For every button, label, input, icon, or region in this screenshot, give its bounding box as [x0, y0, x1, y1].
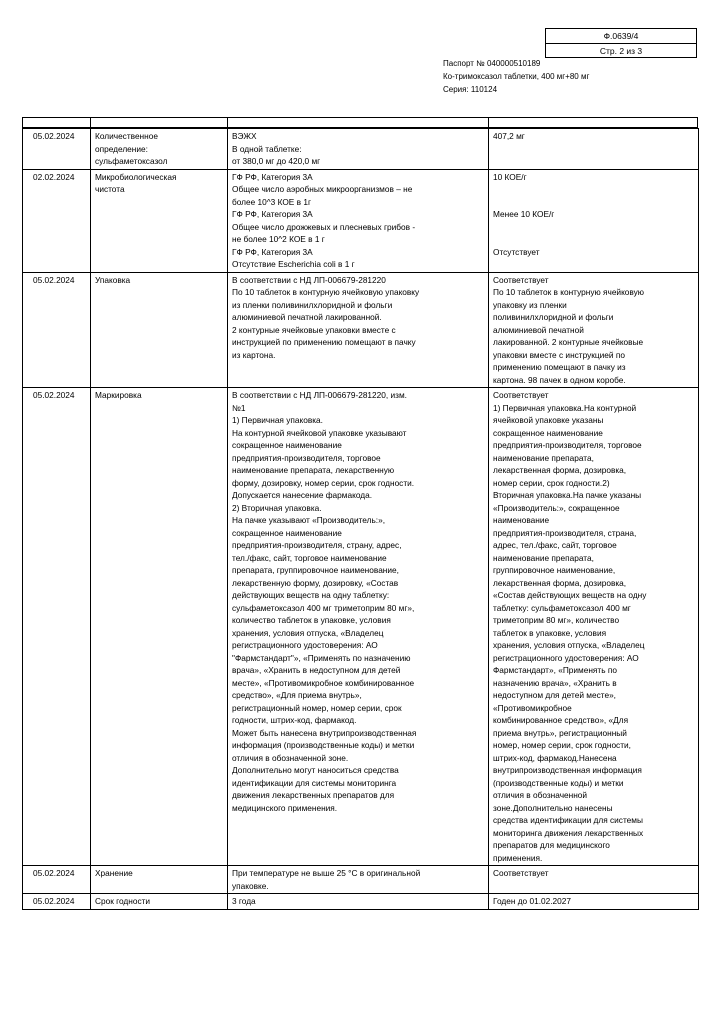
text-line: Соответствует — [493, 868, 549, 878]
text-line: регистрационный номер, номер серии, срок — [232, 702, 402, 713]
text-line: 1) Первичная упаковка.На контурной — [493, 402, 637, 413]
text-line: хранения, условия отпуска, «Владелец — [493, 640, 645, 650]
table-row — [23, 272, 699, 388]
text-line: регистрационного удостоверения: АО — [232, 640, 378, 650]
text-line: месте», «Противомикробное комбинированное — [232, 677, 415, 688]
text-line: поливинилхлоридной и фольги — [493, 312, 614, 322]
text-line: сульфаметоксазол 400 мг триметоприм 80 мг», — [232, 602, 415, 613]
text-line: Количественное — [95, 131, 158, 141]
requirement-cell — [228, 272, 489, 388]
text-line: отличия в обозначенной зоне. — [232, 752, 349, 763]
indicator-cell — [91, 169, 228, 272]
text-line: ГФ РФ, Категория 3А — [232, 209, 313, 219]
text-line — [493, 221, 694, 234]
indicator-cell — [91, 388, 228, 866]
form-code-box — [545, 28, 697, 58]
text-line: Общее число дрожжевых и плесневых грибов - — [232, 221, 416, 232]
text-line: ячейковой упаковке указаны — [493, 415, 604, 425]
text-line: В соответствии с НД ЛП-006679-281220, изм. — [232, 390, 407, 400]
requirement-cell — [228, 894, 489, 910]
text-line: определение: — [95, 143, 148, 154]
text-line: сокращенное наименование — [493, 427, 603, 438]
text-line: наименование — [493, 515, 550, 525]
requirement-cell — [228, 388, 489, 866]
requirement-cell — [228, 129, 489, 170]
text-line: алюминиевой печатной лакированной. — [232, 312, 382, 322]
header-cell — [488, 118, 697, 127]
text-line: приема внутрь», регистрационный — [493, 727, 627, 738]
passport-number: Паспорт № 040000510189 — [443, 59, 541, 68]
date-cell: 05.02.2024 — [23, 894, 91, 910]
text-line: Годен до 01.02.2027 — [493, 896, 571, 906]
text-line: упаковке. — [232, 880, 269, 891]
text-line: лекарственная форма, дозировка, — [493, 465, 627, 475]
indicator-cell — [91, 129, 228, 170]
text-line: применения. — [493, 852, 543, 863]
text-line: В одной таблетке: — [232, 143, 302, 154]
text-line: регистрационного удостоверения: АО — [493, 652, 639, 663]
text-line: По 10 таблеток в контурную ячейковую упаковку — [232, 287, 420, 297]
text-line — [493, 233, 694, 246]
table-row — [23, 894, 699, 910]
text-line: Допускается нанесение фармакода. — [232, 490, 373, 500]
text-line: В соответствии с НД ЛП-006679-281220 — [232, 274, 386, 285]
text-line: ГФ РФ, Категория 3А — [232, 171, 313, 182]
text-line: сокращенное наименование — [232, 440, 342, 450]
header-cell — [90, 118, 227, 127]
text-line: штрих-код, фармакод.Нанесена — [493, 752, 617, 763]
text-line: сульфаметоксазол — [95, 156, 168, 166]
date-cell: 05.02.2024 — [23, 129, 91, 170]
text-line: упаковки вместе с инструкцией по — [493, 349, 625, 360]
text-line: средства идентификации для системы — [493, 815, 643, 825]
result-cell — [489, 129, 699, 170]
table-row — [23, 866, 699, 894]
text-line: «Состав действующих веществ на одну — [493, 590, 647, 600]
text-line: алюминиевой печатной — [493, 324, 584, 335]
date-cell: 05.02.2024 — [23, 866, 91, 894]
text-line: номер, номер серии, срок годности, — [493, 740, 631, 750]
header-cell — [227, 118, 488, 127]
text-line: движения лекарственных препаратов для — [232, 790, 395, 800]
page-number: Стр. 2 из 3 — [546, 43, 696, 58]
text-line: 10 КОЕ/г — [493, 171, 527, 182]
text-line: «Производитель:», сокращенное — [493, 502, 620, 513]
result-cell — [489, 272, 699, 388]
text-line: картона. 98 пачек в одном коробе. — [493, 374, 626, 385]
text-line: форму, дозировку, номер серии, срок годности. — [232, 477, 415, 488]
text-line: из картона. — [232, 349, 276, 360]
text-line: адрес, тел./факс, сайт, торговое — [493, 540, 617, 550]
text-line: Соответствует — [493, 390, 549, 400]
text-line: Хранение — [95, 868, 133, 878]
text-line: 2 контурные ячейковые упаковки вместе с — [232, 324, 396, 335]
text-line — [493, 196, 694, 209]
text-line: сокращенное наименование — [232, 527, 342, 538]
text-line: наименование препарата, — [493, 452, 594, 463]
text-line: "Фармстандарт"», «Применять по назначению — [232, 652, 411, 663]
indicator-cell — [91, 866, 228, 894]
text-line: ГФ РФ, Категория 3А — [232, 246, 313, 257]
text-line: предприятия-производителя, страна, — [493, 527, 637, 538]
table-row — [23, 169, 699, 272]
text-line: лакированной. 2 контурные ячейковые — [493, 337, 644, 347]
text-line: Срок годности — [95, 896, 151, 906]
text-line: идентификации для системы мониторинга — [232, 777, 397, 788]
text-line: 1) Первичная упаковка. — [232, 415, 323, 425]
text-line: врача», «Хранить в недоступном для детей — [232, 665, 401, 675]
text-line: от 380,0 мг до 420,0 мг — [232, 156, 321, 166]
requirement-cell — [228, 866, 489, 894]
date-cell: 02.02.2024 — [23, 169, 91, 272]
text-line: лекарственную форму, дозировку, «Состав — [232, 577, 399, 588]
text-line: На контурной ячейковой упаковке указывают — [232, 427, 407, 438]
text-line: (производственные коды) и метки — [493, 777, 624, 788]
product-name: Ко-тримоксазол таблетки, 400 мг+80 мг — [443, 72, 590, 81]
text-line: Отсутствие Escherichia coli в 1 г — [232, 259, 355, 269]
text-line: Дополнительно могут наноситься средства — [232, 765, 399, 775]
header-cell — [23, 118, 90, 127]
text-line: Маркировка — [95, 390, 142, 400]
text-line: По 10 таблеток в контурную ячейковую — [493, 287, 645, 297]
text-line: предприятия-производителя, торговое — [232, 452, 381, 463]
text-line: Соответствует — [493, 274, 549, 285]
text-line: действующих веществ на одну таблетку: — [232, 590, 390, 600]
analysis-table — [22, 128, 699, 910]
text-line: из пленки поливинилхлоридной и фольги — [232, 299, 393, 310]
result-cell — [489, 894, 699, 910]
text-line: упаковку из пленки — [493, 299, 567, 310]
date-cell: 05.02.2024 — [23, 272, 91, 388]
text-line: тел./факс, сайт, торговое наименование — [232, 552, 387, 563]
text-line: средство», «Для приема внутрь», — [232, 690, 362, 700]
text-line: препарата, группировочное наименование, — [232, 565, 399, 575]
text-line: наименование препарата, — [493, 552, 594, 563]
text-line: Микробиологическая — [95, 171, 177, 182]
text-line: более 10^3 КОЕ в 1г — [232, 196, 311, 207]
text-line: Фармстандарт», «Применять по — [493, 665, 617, 675]
text-line: назначению врача», «Хранить в — [493, 677, 617, 688]
table-header-strip — [22, 117, 698, 128]
indicator-cell — [91, 272, 228, 388]
text-line: предприятия-производителя, страну, адрес, — [232, 540, 402, 550]
text-line: На пачке указывают «Производитель:», — [232, 515, 386, 525]
text-line: Упаковка — [95, 274, 131, 285]
text-line: отличия в обозначенной — [493, 790, 588, 800]
passport-header — [443, 57, 589, 96]
text-line: номер серии, срок годности.2) — [493, 477, 610, 488]
form-code: Ф.0639/4 — [603, 31, 639, 41]
text-line: Отсутствует — [493, 246, 540, 257]
text-line: триметоприм 80 мг», количество — [493, 615, 620, 625]
text-line: хранения, условия отпуска, «Владелец — [232, 627, 384, 638]
text-line: мониторинга движения лекарственных — [493, 827, 644, 838]
text-line: зоне.Дополнительно нанесены — [493, 802, 613, 813]
text-line: инструкцией по применению помещают в пачку — [232, 337, 416, 347]
text-line: Может быть нанесена внутрипроизводственная — [232, 727, 417, 738]
text-line: медицинского применения. — [232, 802, 338, 813]
series-number: Серия: 110124 — [443, 85, 498, 94]
text-line: ВЭЖХ — [232, 131, 257, 141]
date-cell: 05.02.2024 — [23, 388, 91, 866]
text-line: препаратов для медицинского — [493, 840, 610, 850]
text-line: наименование препарата, лекарственную — [232, 465, 395, 475]
text-line: таблеток в упаковке, условия — [493, 627, 607, 638]
text-line: При температуре не выше 25 °С в оригинальной — [232, 868, 421, 878]
result-cell — [489, 169, 699, 272]
text-line: 2) Вторичная упаковка. — [232, 502, 322, 513]
text-line: применению помещают в пачку из — [493, 362, 626, 372]
text-line: таблетку: сульфаметоксазол 400 мг — [493, 602, 631, 613]
text-line: Менее 10 КОЕ/г — [493, 209, 555, 219]
text-line: Общее число аэробных микроорганизмов – не — [232, 184, 413, 194]
text-line: недоступном для детей месте», — [493, 690, 616, 700]
text-line: предприятия-производителя, торговое — [493, 440, 642, 450]
text-line: №1 — [232, 402, 246, 413]
text-line: годности, штрих-код, фармакод. — [232, 715, 357, 725]
result-cell — [489, 388, 699, 866]
text-line: внутрипроизводственная информация — [493, 765, 642, 775]
text-line: группировочное наименование, — [493, 565, 616, 575]
text-line: не более 10^2 КОЕ в 1 г — [232, 234, 325, 244]
text-line: 3 года — [232, 896, 256, 906]
table-row — [23, 129, 699, 170]
text-line: «Противомикробное — [493, 702, 572, 713]
text-line: 407,2 мг — [493, 131, 525, 141]
result-cell — [489, 866, 699, 894]
text-line: Вторичная упаковка.На пачке указаны — [493, 490, 642, 500]
text-line: чистота — [95, 184, 125, 194]
text-line: информация (производственные коды) и метки — [232, 740, 415, 750]
indicator-cell — [91, 894, 228, 910]
requirement-cell — [228, 169, 489, 272]
text-line: лекарственная форма, дозировка, — [493, 577, 627, 588]
text-line: количество таблеток в упаковке, условия — [232, 615, 391, 625]
text-line — [493, 183, 694, 196]
text-line: комбинированное средство», «Для — [493, 715, 629, 725]
table-row — [23, 388, 699, 866]
